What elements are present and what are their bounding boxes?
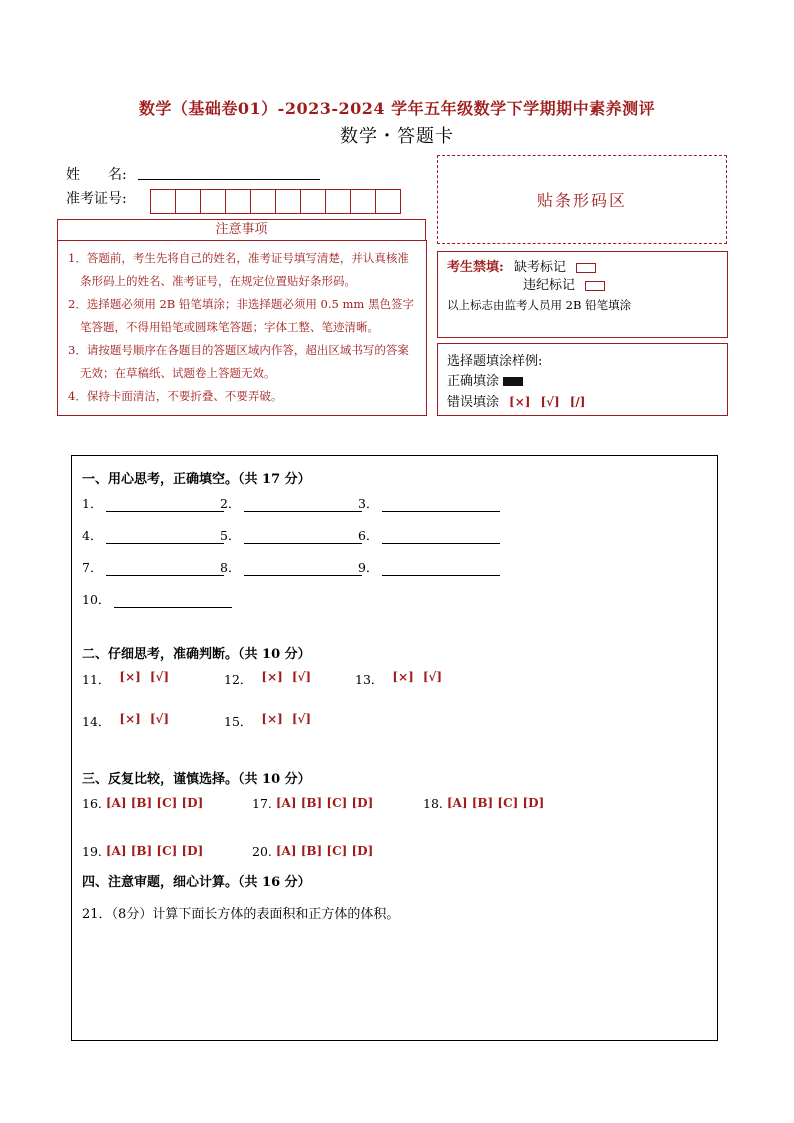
absent-mark[interactable] [576, 263, 596, 273]
fill-question[interactable]: 5． [220, 526, 362, 544]
choice-question[interactable]: 16. [A] [B] [C] [D] [82, 796, 204, 811]
judge-question[interactable]: 15． [×] [√] [224, 712, 312, 729]
exam-id-box[interactable] [150, 189, 176, 214]
fill-example-box [437, 343, 728, 416]
fill-question[interactable]: 6． [358, 526, 500, 544]
section-2-title: 二、仔细思考，准确判断。（共 10 分） [82, 647, 311, 662]
wrong-mark: [×] [509, 395, 531, 409]
judge-question[interactable]: 13． [×] [√] [355, 670, 443, 687]
judge-question[interactable]: 12． [×] [√] [224, 670, 312, 687]
notice-title: 注意事项 [57, 219, 426, 241]
exam-id-box[interactable] [300, 189, 326, 214]
fill-question[interactable]: 10． [82, 590, 232, 608]
choice-question[interactable]: 18. [A] [B] [C] [D] [423, 796, 545, 811]
notice-item: 2．选择题必须用 2B 铅笔填涂；非选择题必须用 0.5 mm 黑色签字笔答题，不得用铅笔或圆珠笔答题；字体工整、笔迹清晰。 [68, 297, 414, 334]
notice-box [57, 240, 427, 416]
choice-question[interactable]: 20. [A] [B] [C] [D] [252, 844, 374, 859]
exam-id-box[interactable] [200, 189, 226, 214]
notice-item: 3．请按题号顺序在各题目的答题区域内作答，超出区域书写的答案无效；在草稿纸、试题卷上答题无效。 [68, 343, 409, 380]
fill-question[interactable]: 9． [358, 558, 500, 576]
exam-id-box[interactable] [175, 189, 201, 214]
exam-id-box[interactable] [375, 189, 401, 214]
page-title: 数学（基础卷01）-2023-2024 学年五年级数学下学期期中素养测评 [138, 99, 656, 118]
exam-id-label: 准考证号: [66, 191, 127, 207]
fill-question[interactable]: 4． [82, 526, 224, 544]
exam-id-box[interactable] [350, 189, 376, 214]
question-21: 21．（8分）计算下面长方体的表面积和正方体的体积。 [82, 907, 400, 922]
exam-id-box[interactable] [275, 189, 301, 214]
barcode-area [437, 155, 727, 244]
proctor-box [437, 251, 728, 338]
judge-question[interactable]: 11． [×] [√] [82, 670, 170, 687]
fill-question[interactable]: 8． [220, 558, 362, 576]
section-4-title: 四、注意审题，细心计算。（共 16 分） [82, 875, 311, 890]
judge-question[interactable]: 14． [×] [√] [82, 712, 170, 729]
absent-label: 缺考标记 [513, 260, 566, 275]
name-label: 姓 名: [66, 167, 127, 183]
fill-question[interactable]: 7． [82, 558, 224, 576]
fill-question[interactable]: 2． [220, 494, 362, 512]
answer-area [71, 455, 718, 1041]
notice-item: 1．答题前，考生先将自己的姓名，准考证号填写清楚，并认真核准条形码上的姓名、准考证号，在规定位置贴好条形码。 [68, 251, 409, 288]
wrong-mark: [/] [569, 395, 586, 409]
wrong-label: 错误填涂 [447, 395, 500, 410]
proctor-note: 以上标志由监考人员用 2B 铅笔填涂 [447, 298, 632, 312]
violation-mark[interactable] [585, 281, 605, 291]
violation-label: 违纪标记 [523, 278, 576, 293]
fill-question[interactable]: 1． [82, 494, 224, 512]
barcode-label: 贴条形码区 [536, 191, 627, 210]
proctor-label: 考生禁填: [447, 260, 504, 275]
exam-id-box[interactable] [250, 189, 276, 214]
choice-question[interactable]: 17. [A] [B] [C] [D] [252, 796, 374, 811]
exam-id-box[interactable] [325, 189, 351, 214]
example-title: 选择题填涂样例: [447, 354, 543, 369]
choice-question[interactable]: 19. [A] [B] [C] [D] [82, 844, 204, 859]
exam-id-boxes[interactable] [151, 189, 401, 214]
section-1-title: 一、用心思考，正确填空。（共 17 分） [82, 472, 311, 487]
correct-label: 正确填涂 [447, 374, 500, 389]
fill-question[interactable]: 3． [358, 494, 500, 512]
wrong-mark: [√] [540, 395, 560, 409]
notice-item: 4．保持卡面清洁，不要折叠、不要弄破。 [68, 389, 283, 403]
name-field[interactable] [138, 179, 320, 180]
exam-id-box[interactable] [225, 189, 251, 214]
section-3-title: 三、反复比较，谨慎选择。（共 10 分） [82, 772, 311, 787]
filled-mark-sample [503, 377, 523, 386]
page-subtitle: 数学・答题卡 [340, 126, 454, 147]
